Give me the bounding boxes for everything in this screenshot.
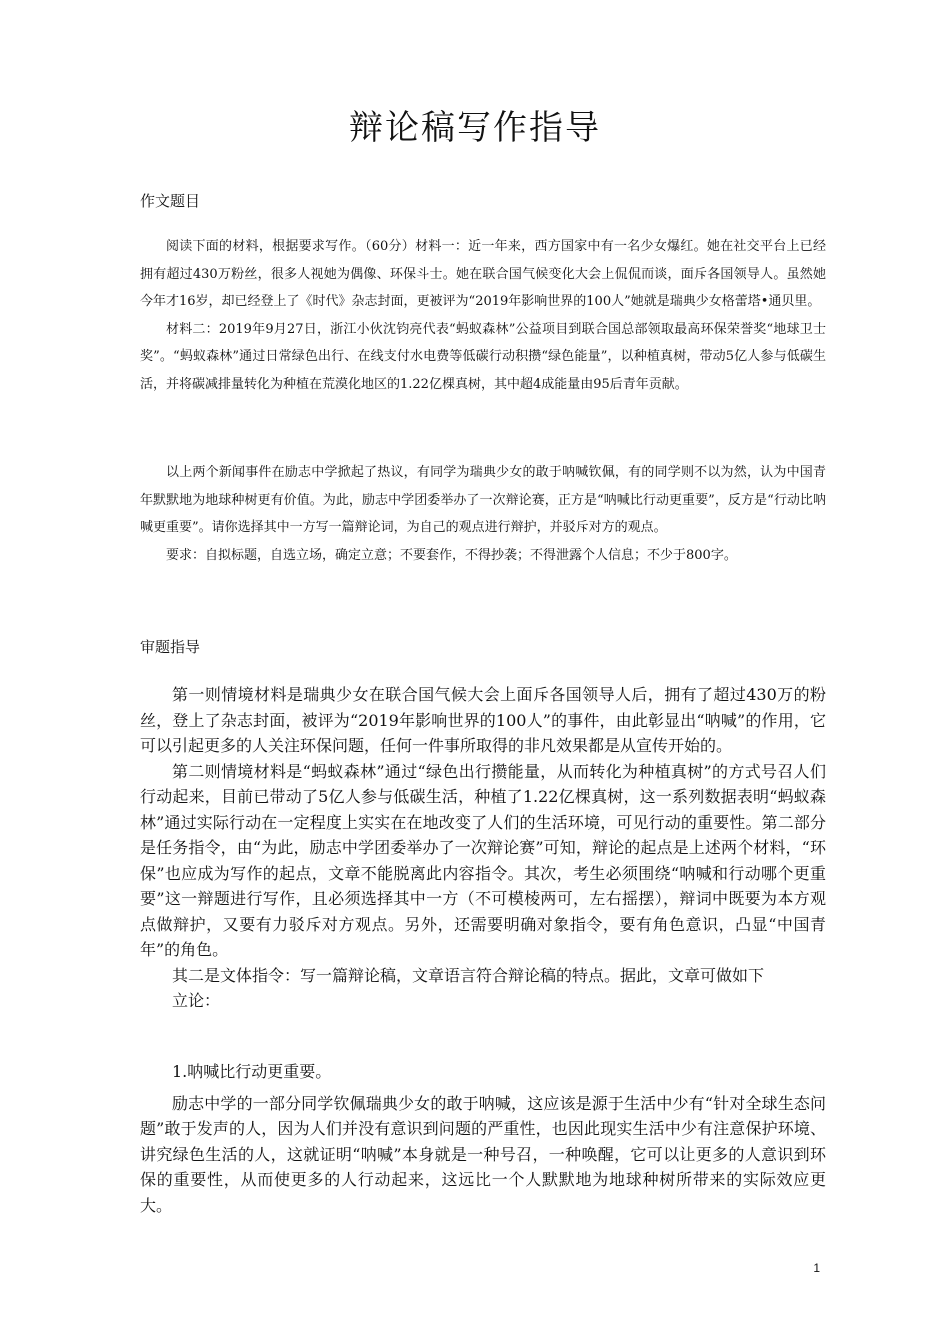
task-paragraph: 以上两个新闻事件在励志中学掀起了热议，有同学为瑞典少女的敢于呐喊钦佩，有的同学则不以为然，认为中国青年默默地为地球种树更有价值。为此，励志中学团委举办了一次辩论赛，正方是“呐喊比行动更重要”，反方是“行动比呐喊更重要”。请你选择其中一方写一篇辩论词，为自己的观点进行辩护，并驳斥对方的观点。 xyxy=(140,465,826,535)
material-two-paragraph: 材料二：2019年9月27日，浙江小伙沈钧亮代表“蚂蚁森林”公益项目到联合国总部领取最高环保荣誉奖“地球卫士奖”。“蚂蚁森林”通过日常绿色出行、在线支付水电费等低碳行动积攒“绿色能量”，以种植真树，带动5亿人参与低碳生活，并将碳减排量转化为种植在荒漠化地区的1.22亿棵真树，其中超4成能量由95后青年贡献。 xyxy=(140,321,826,392)
material-one-paragraph: 阅读下面的材料，根据要求写作。（60分）材料一：近一年来，西方国家中有一名少女爆红。她在社交平台上已经拥有超过430万粉丝，很多人视她为偶像、环保斗士。她在联合国气候变化大会上侃侃而谈，面斥各国领导人。虽然她今年才16岁，却已经登上了《时代》杂志封面，更被评为“2019年影响世界的100人”她就是瑞典少女格蕾塔•通贝里。 xyxy=(140,239,826,309)
essay-task-block xyxy=(140,459,826,569)
topic-guidance-block xyxy=(140,682,826,1014)
page-number: 1 xyxy=(813,1261,820,1275)
essay-topic-materials xyxy=(140,233,826,398)
section-heading-essay-topic: 作文题目 xyxy=(140,192,201,210)
argument-point-title: 1.呐喊比行动更重要。 xyxy=(172,1062,332,1081)
guidance-paragraph-2: 第二则情境材料是“蚂蚁森林”通过“绿色出行攒能量，从而转化为种植真树”的方式号召人们行动起来，目前已带动了5亿人参与低碳生活，种植了1.22亿棵真树，这一系列数据表明“蚂蚁森林”通过实际行动在一定程度上实实在在地改变了人们的生活环境，可见行动的重要性。第二部分是任务指令，由“为此，励志中学团委举办了一次辩论赛”可知，辩论的起点是上述两个材料，“环保”也应成为写作的起点，文章不能脱离此内容指令。其次，考生必须围绕“呐喊和行动哪个更重要”这一辩题进行写作，且必须选择其中一方（不可模棱两可，左右摇摆），辩词中既要为本方观点做辩护，又要有力驳斥对方观点。另外，还需要明确对象指令，要有角色意识，凸显“中国青年”的角色。 xyxy=(140,761,826,959)
requirements-paragraph: 要求：自拟标题，自选立场，确定立意；不要套作，不得抄袭；不得泄露个人信息；不少于800字。 xyxy=(166,547,737,563)
section-heading-topic-guidance: 审题指导 xyxy=(140,638,201,656)
document-title: 辩论稿写作指导 xyxy=(349,108,601,148)
guidance-paragraph-1: 第一则情境材料是瑞典少女在联合国气候大会上面斥各国领导人后，拥有了超过430万的粉丝，登上了杂志封面，被评为“2019年影响世界的100人”的事件，由此彰显出“呐喊”的作用，它可以引起更多的人关注环保问题，任何一件事所取得的非凡效果都是从宣传开始的。 xyxy=(140,685,826,755)
guidance-paragraph-3-continued: 立论： xyxy=(172,991,221,1010)
guidance-paragraph-3: 其二是文体指令：写一篇辩论稿，文章语言符合辩论稿的特点。据此，文章可做如下 xyxy=(172,965,765,985)
argument-point-body: 励志中学的一部分同学钦佩瑞典少女的敢于呐喊，这应该是源于生活中少有“针对全球生态问题”敢于发声的人，因为人们并没有意识到问题的严重性，也因此现实生活中少有注意保护环境、讲究绿色生活的人，这就证明“呐喊”本身就是一种号召，一种唤醒，它可以让更多的人意识到环保的重要性，从而使更多的人行动起来，这远比一个人默默地为地球种树所带来的实际效应更大。 xyxy=(140,1093,826,1215)
argument-point-block xyxy=(140,1059,826,1218)
